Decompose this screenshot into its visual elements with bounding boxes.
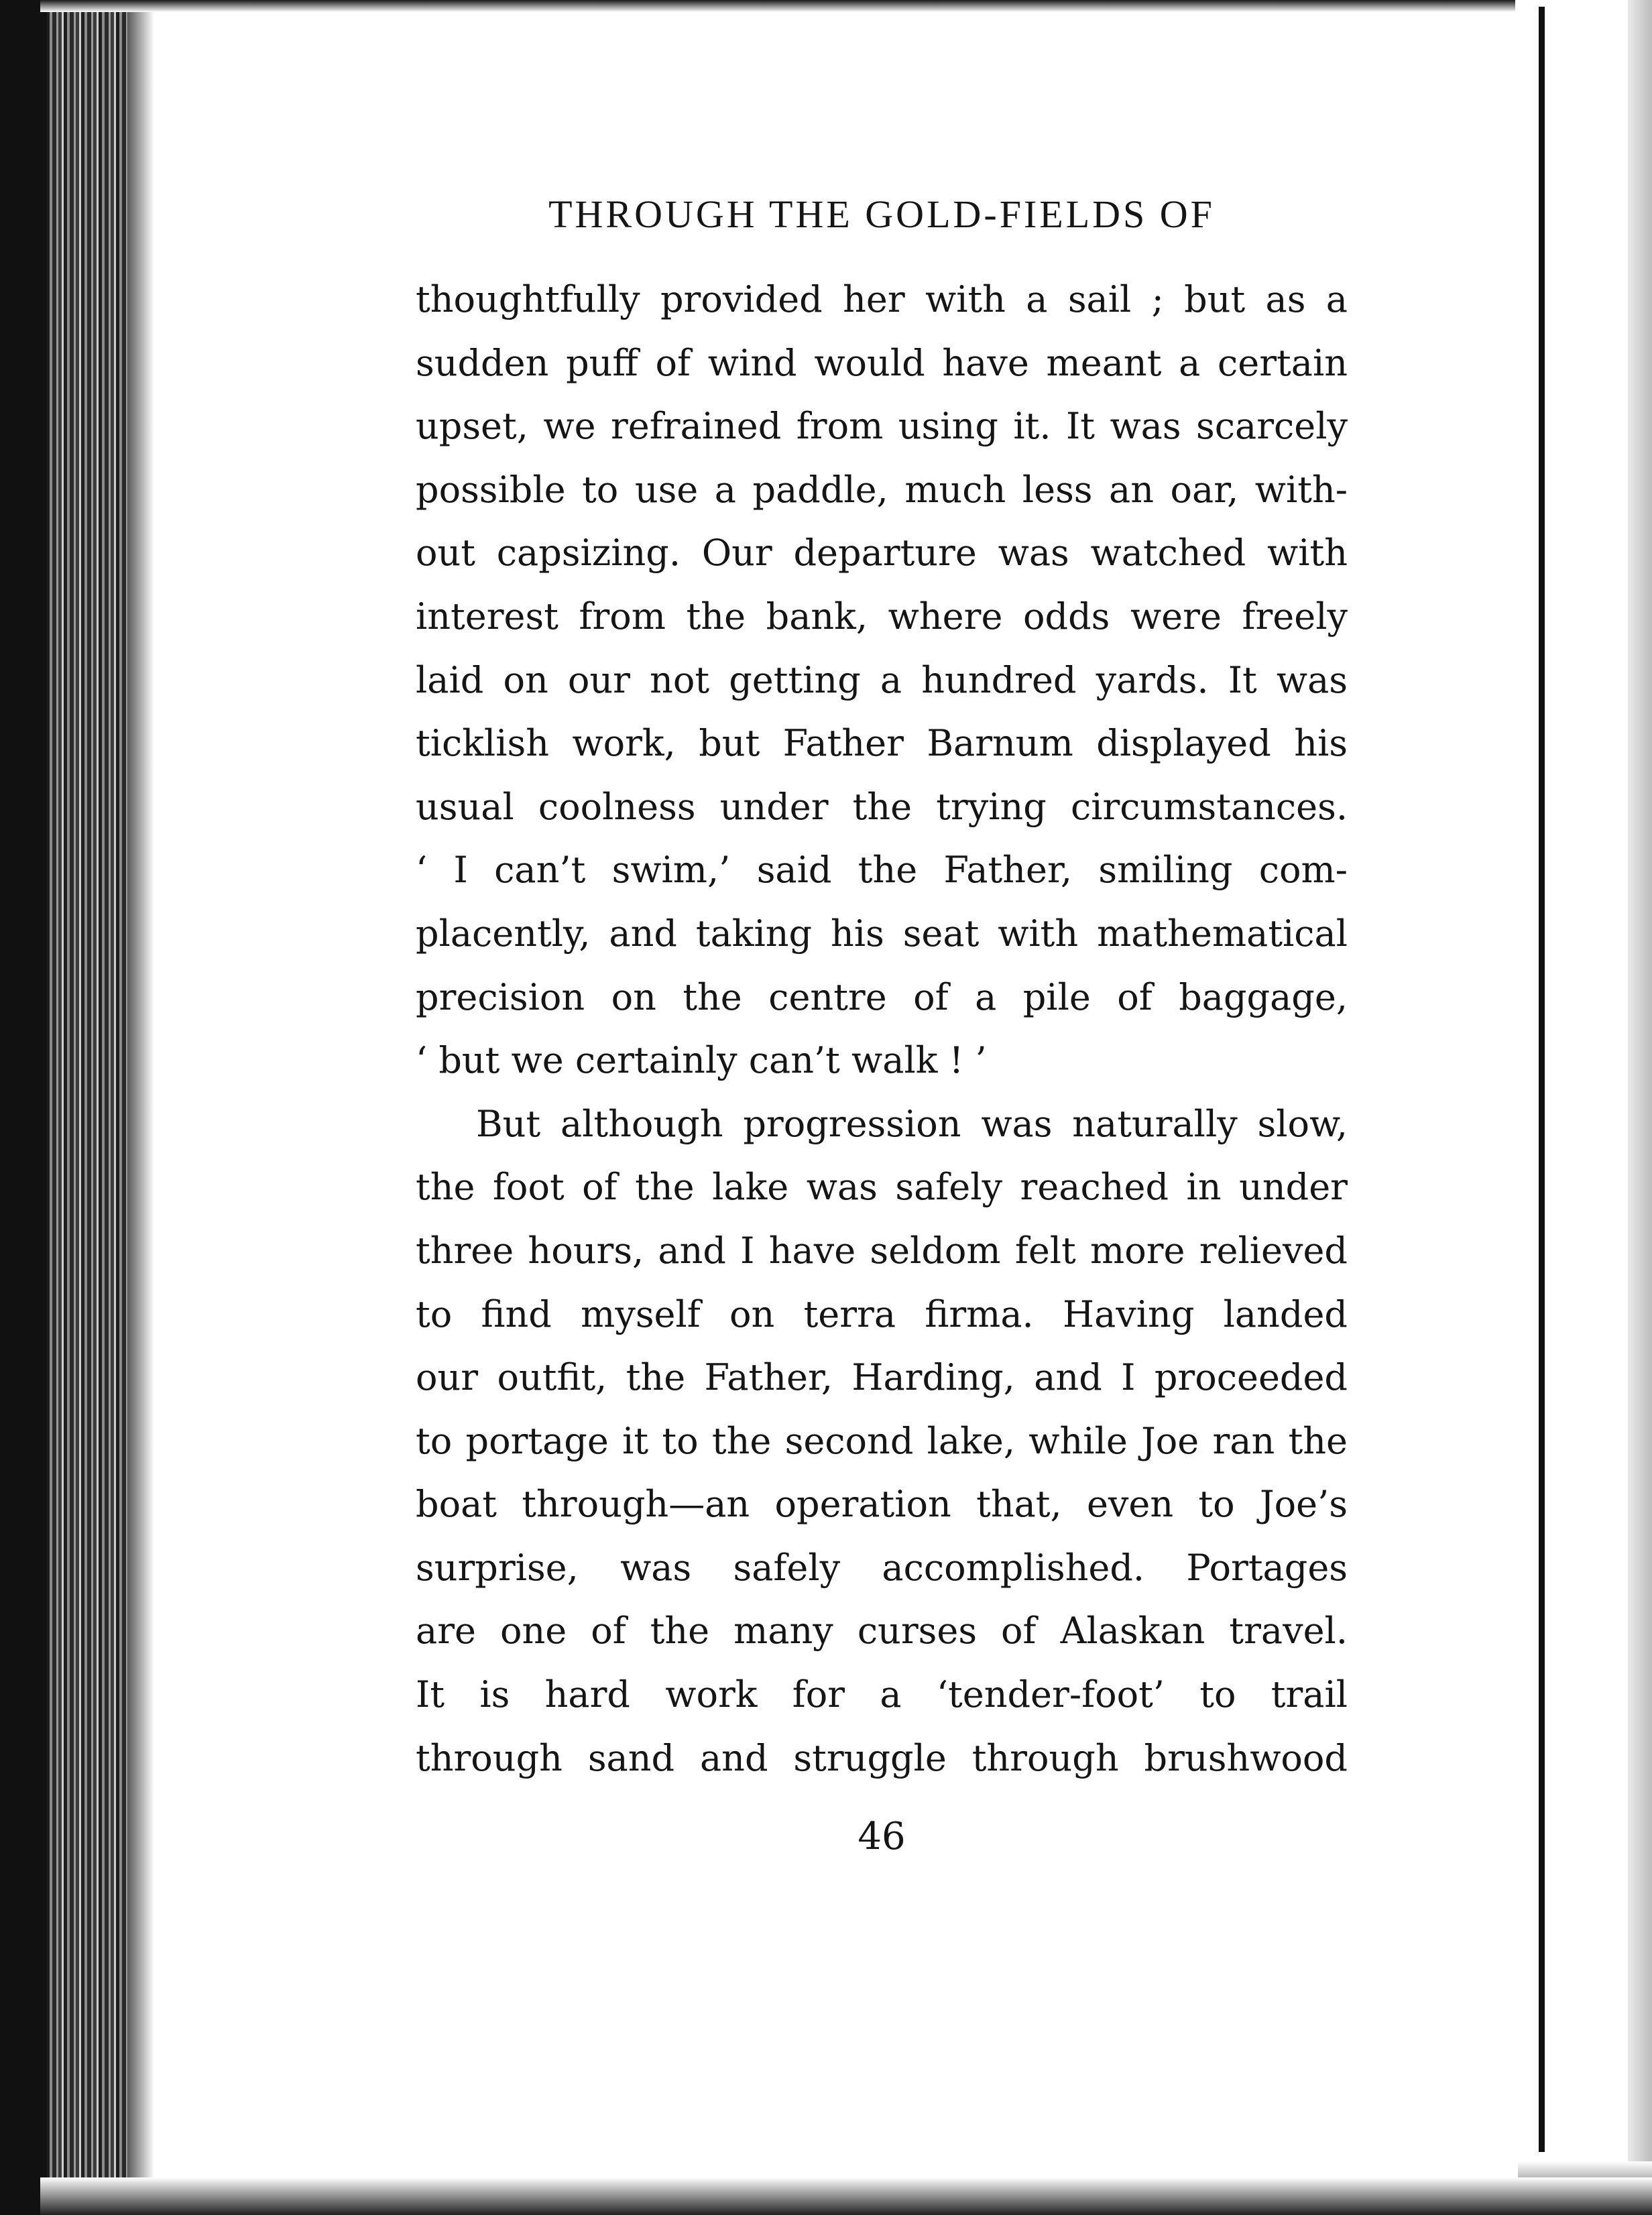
right-page-stack — [1628, 0, 1652, 2215]
text-line: placently, and taking his seat with mathematical — [416, 912, 1348, 955]
text-line: are one of the many curses of Alaskan travel. — [416, 1610, 1348, 1653]
scan-speck — [0, 598, 11, 613]
text-line: ticklish work, but Father Barnum displayed his — [416, 722, 1348, 765]
text-line: surprise, was safely accomplished. Portages — [416, 1546, 1348, 1589]
text-line: interest from the bank, where odds were freely — [416, 595, 1348, 638]
running-head: THROUGH THE GOLD-FIELDS OF — [548, 192, 1215, 236]
right-page-border — [1539, 7, 1545, 2152]
bottom-scan-edge — [40, 2177, 1652, 2215]
text-line: through sand and struggle through brushwood — [416, 1736, 1348, 1779]
text-line: laid on our not getting a hundred yards. It was — [416, 658, 1348, 701]
text-line: ‘ I can’t swim,’ said the Father, smiling com- — [416, 849, 1348, 892]
text-line: out capsizing. Our departure was watched with — [416, 532, 1348, 575]
text-line: possible to use a paddle, much less an oar, with- — [416, 468, 1348, 511]
page-number: 46 — [858, 1815, 906, 1858]
top-scan-edge — [40, 0, 1515, 12]
text-line: the foot of the lake was safely reached in under — [416, 1166, 1348, 1209]
text-line: our outfit, the Father, Harding, and I proceeded — [416, 1356, 1348, 1399]
body-text — [416, 268, 1348, 1790]
text-line: boat through—an operation that, even to Joe’s — [416, 1483, 1348, 1526]
text-line: three hours, and I have seldom felt more relieved — [416, 1229, 1348, 1272]
text-line: to portage it to the second lake, while Joe ran the — [416, 1419, 1348, 1462]
text-line: precision on the centre of a pile of baggage, — [416, 975, 1348, 1018]
text-line: It is hard work for a ‘tender-foot’ to trail — [416, 1673, 1348, 1716]
text-line: usual coolness under the trying circumstances. — [416, 785, 1348, 828]
page-content — [416, 174, 1348, 1917]
text-line: upset, we refrained from using it. It was scarcely — [416, 405, 1348, 448]
text-line: thoughtfully provided her with a sail ; but as a — [416, 278, 1348, 320]
paragraph-start-line: But although progression was naturally slow, — [476, 1102, 1348, 1145]
text-line: sudden puff of wind would have meant a certain — [416, 341, 1348, 384]
right-page-edges — [1518, 0, 1652, 2215]
text-line: to find myself on terra firma. Having landed — [416, 1293, 1348, 1335]
paragraph-end-line: ‘ but we certainly can’t walk ! ’ — [416, 1039, 987, 1082]
binding-shadow — [0, 0, 47, 2215]
